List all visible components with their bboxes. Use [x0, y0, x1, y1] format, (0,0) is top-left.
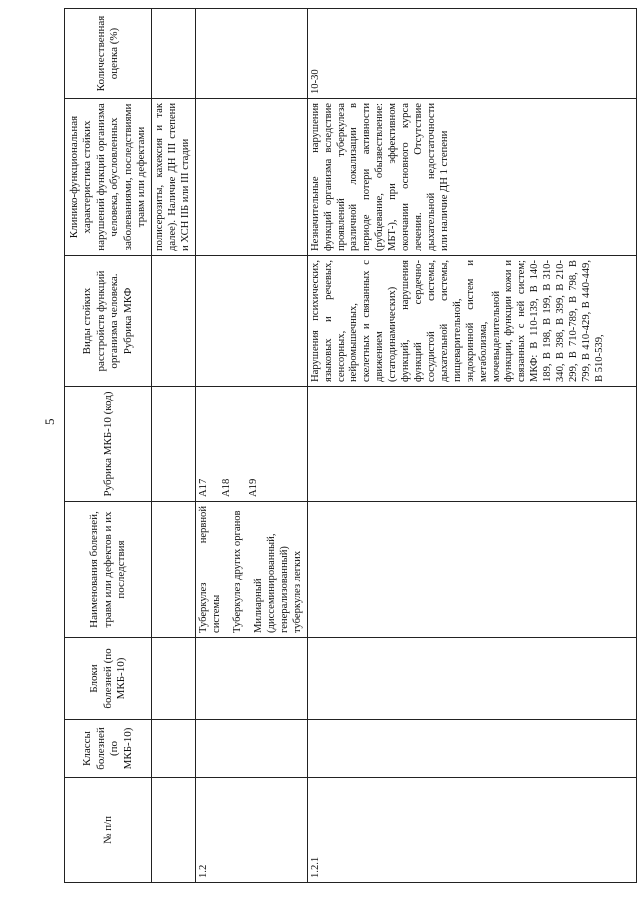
header-characteristic: Клинико-функциональная характеристика стойких нарушений функций организма человека, обусловленных заболеваниями, последствиями травм или дефектами: [65, 99, 152, 256]
row-1-2-1-classes: [307, 720, 636, 778]
row-1-2-assessment: [196, 9, 307, 99]
row-1-2-num: 1.2: [196, 778, 307, 883]
cont-blocks: [152, 638, 196, 720]
table-row-1-2-1: [307, 9, 636, 883]
header-blocks: Блоки болезней (по МКБ-10): [65, 638, 152, 720]
header-classes: Классы болезней (по МКБ-10): [65, 720, 152, 778]
row-1-2-1-assessment: 10-30: [307, 9, 636, 99]
row-1-2-characteristic: [196, 99, 307, 256]
icd-code-2: А18: [221, 478, 233, 497]
icd-code-1: А17: [198, 478, 210, 497]
header-assessment: Количественная оценка (%): [65, 9, 152, 99]
row-1-2-1-names: [307, 502, 636, 638]
row-1-2-disorders: [196, 256, 307, 387]
row-1-2-1-blocks: [307, 638, 636, 720]
row-1-2-1-disorders: Нарушения психических, языковых и речевых, сенсорных, нейромышечных, скелетных и связанных с движением (статодинамических) функций, нарушения функций сердечно-сосудистой системы, дыхательной системы, пищеварительной, эндокринной систем и метаболизма, мочевыделительной функции, функции кожи и связанных с ней систем; МКФ: В 110-139, В 140-189, В 198, В 199, В 310-340, В 398, В 399, В 210-299, В 710-789, В 798, В 799, В 410-429, В 440-449, В 510-539,: [307, 256, 636, 387]
row-1-2-1-codes: [307, 387, 636, 502]
rotated-table-wrapper: [64, 9, 611, 883]
disability-criteria-table: [64, 8, 637, 883]
row-1-2-classes: [196, 720, 307, 778]
cont-codes: [152, 387, 196, 502]
header-row: [65, 9, 152, 883]
cont-characteristic: полисерозиты, кахексия и так далее). Наличие ДН III степени и ХСН IIБ или III стадии: [152, 99, 196, 256]
cont-disorders: [152, 256, 196, 387]
row-1-2-blocks: [196, 638, 307, 720]
page-number: 5: [42, 418, 57, 425]
table-row-continuation: [152, 9, 196, 883]
cont-names: [152, 502, 196, 638]
cont-classes: [152, 720, 196, 778]
disease-name-2: Туберкулез других органов: [232, 510, 244, 633]
icd-code-3: А19: [248, 478, 260, 497]
table-row-1-2: [196, 9, 307, 883]
disease-name-1: Туберкулез нервной системы: [198, 506, 223, 633]
disease-name-3: Милиарный (диссеминированный, генерализованный) туберкулез легких: [252, 533, 303, 633]
header-disorders: Виды стойких расстройств функций организма человека. Рубрика МКФ: [65, 256, 152, 387]
header-names: Наименования болезней, травм или дефектов и их последствия: [65, 502, 152, 638]
header-codes: Рубрика МКБ-10 (код): [65, 387, 152, 502]
row-1-2-1-characteristic: Незначительные нарушения функций организма вследствие проявлений туберкулеза различной локализации в периоде потери активности (рубцевание, обызвествление: МБТ-), при эффективном окончании основного курса лечения. Отсутствие дыхательной недостаточности или наличие ДН 1 степени: [307, 99, 636, 256]
header-num: № п/п: [65, 778, 152, 883]
row-1-2-codes: [196, 387, 307, 502]
row-1-2-names: [196, 502, 307, 638]
cont-num: [152, 778, 196, 883]
row-1-2-1-num: 1.2.1: [307, 778, 636, 883]
cont-assessment: [152, 9, 196, 99]
